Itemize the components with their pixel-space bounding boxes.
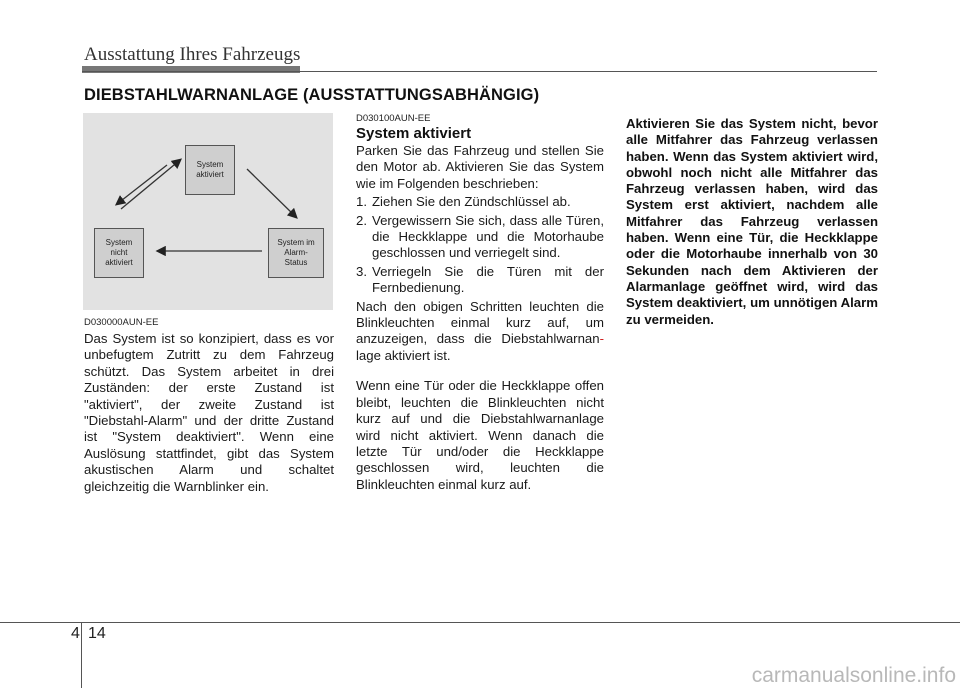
step-item [356, 264, 604, 297]
column-2 [356, 143, 604, 493]
section-title: DIEBSTAHLWARNANLAGE (AUSSTATTUNGSABHÄNGIG) [84, 86, 540, 104]
warning-paragraph: Aktivieren Sie das System nicht, bevor alle Mitfahrer das Fahrzeug verlassen haben. Wenn das System aktiviert wird, obwohl noch nicht alle Mitfahrer das Fahrzeug verlassen haben, wird das System erst aktiviert, nachdem alle Mitfahrer das Fahrzeug verlassen haben. Wenn eine Tür, die Heckklappe oder die Motorhaube innerhalb von 30 Sekunden nach dem Aktivieren der Alarmanlage geöffnet wird, wird das System deaktiviert, um unnötigen Alarm zu vermeiden. [626, 116, 878, 327]
state-label-alarm: System im Alarm- Status [277, 238, 315, 267]
hyphen-mark: - [599, 331, 604, 347]
result-text-a: Nach den obigen Schritten leuchten die Blinkleuchten einmal kurz auf, um anzuzeigen, dass die Diebstahlwarnan [356, 298, 604, 347]
arrow-activated-to-deactivated [117, 165, 167, 204]
diagram-arrows [83, 113, 333, 310]
watermark: carmanualsonline.info [751, 664, 956, 687]
step-number: 1. [356, 194, 367, 210]
step-text: Verriegeln Sie die Türen mit der Fernbedienung. [372, 263, 604, 296]
figure-code: D030000AUN-EE [84, 317, 159, 328]
section-code: D030100AUN-EE [356, 113, 431, 124]
step-number: 3. [356, 263, 367, 279]
step-item [356, 194, 604, 210]
intro-paragraph: Das System ist so konzipiert, dass es vor unbefugtem Zutritt zu dem Fahrzeug schützt. Das System arbeitet in drei Zuständen: der erste Zustand ist "aktiviert", der zweite Zustand ist "Diebstahl-Alarm" und der dritte Zustand ist "System deaktiviert". Wenn eine Auslösung stattfindet, gibt das System akustischen Alarm und schaltet gleichzeitig die Warnblinker ein. [84, 331, 334, 494]
state-box-alarm [268, 228, 324, 278]
header-title: Ausstattung Ihres Fahrzeugs [84, 44, 301, 65]
step-text: Ziehen Sie den Zündschlüssel ab. [372, 194, 571, 210]
page-number: 14 [88, 625, 106, 642]
footer-rule [0, 622, 960, 623]
state-box-activated [185, 145, 235, 195]
step-text: Vergewissern Sie sich, dass alle Türen, die Heckklappe und die Motorhaube geschlossen und verriegelt sind. [372, 212, 604, 261]
activation-steps [356, 194, 604, 296]
state-box-deactivated [94, 228, 144, 278]
header-rule [82, 71, 877, 72]
step-item [356, 213, 604, 262]
state-label-deactivated: System nicht aktiviert [105, 238, 133, 267]
result-text-b: lage aktiviert ist. [356, 347, 451, 363]
chapter-number: 4 [71, 625, 80, 642]
state-label-activated: System aktiviert [196, 160, 224, 179]
door-open-paragraph: Wenn eine Tür oder die Heckklappe offen bleibt, leuchten die Blinkleuchten nicht kurz auf und die Diebstahlwarnanlage wird nicht aktiviert. Wenn danach die letzte Tür und/oder die Heckklappe geschlossen wird, leuchten die Blinkleuchten einmal kurz auf. [356, 378, 604, 492]
footer-divider [81, 622, 82, 688]
subsection-title: System aktiviert [356, 125, 472, 142]
alarm-state-diagram [83, 113, 333, 310]
activation-result-paragraph [356, 299, 604, 365]
arrow-activated-to-alarm [247, 169, 296, 217]
step-number: 2. [356, 212, 367, 228]
activation-intro: Parken Sie das Fahrzeug und stellen Sie den Motor ab. Aktivieren Sie das System wie im Folgenden beschrieben: [356, 143, 604, 191]
arrow-deactivated-to-activated [121, 160, 180, 209]
column-1 [84, 331, 334, 495]
